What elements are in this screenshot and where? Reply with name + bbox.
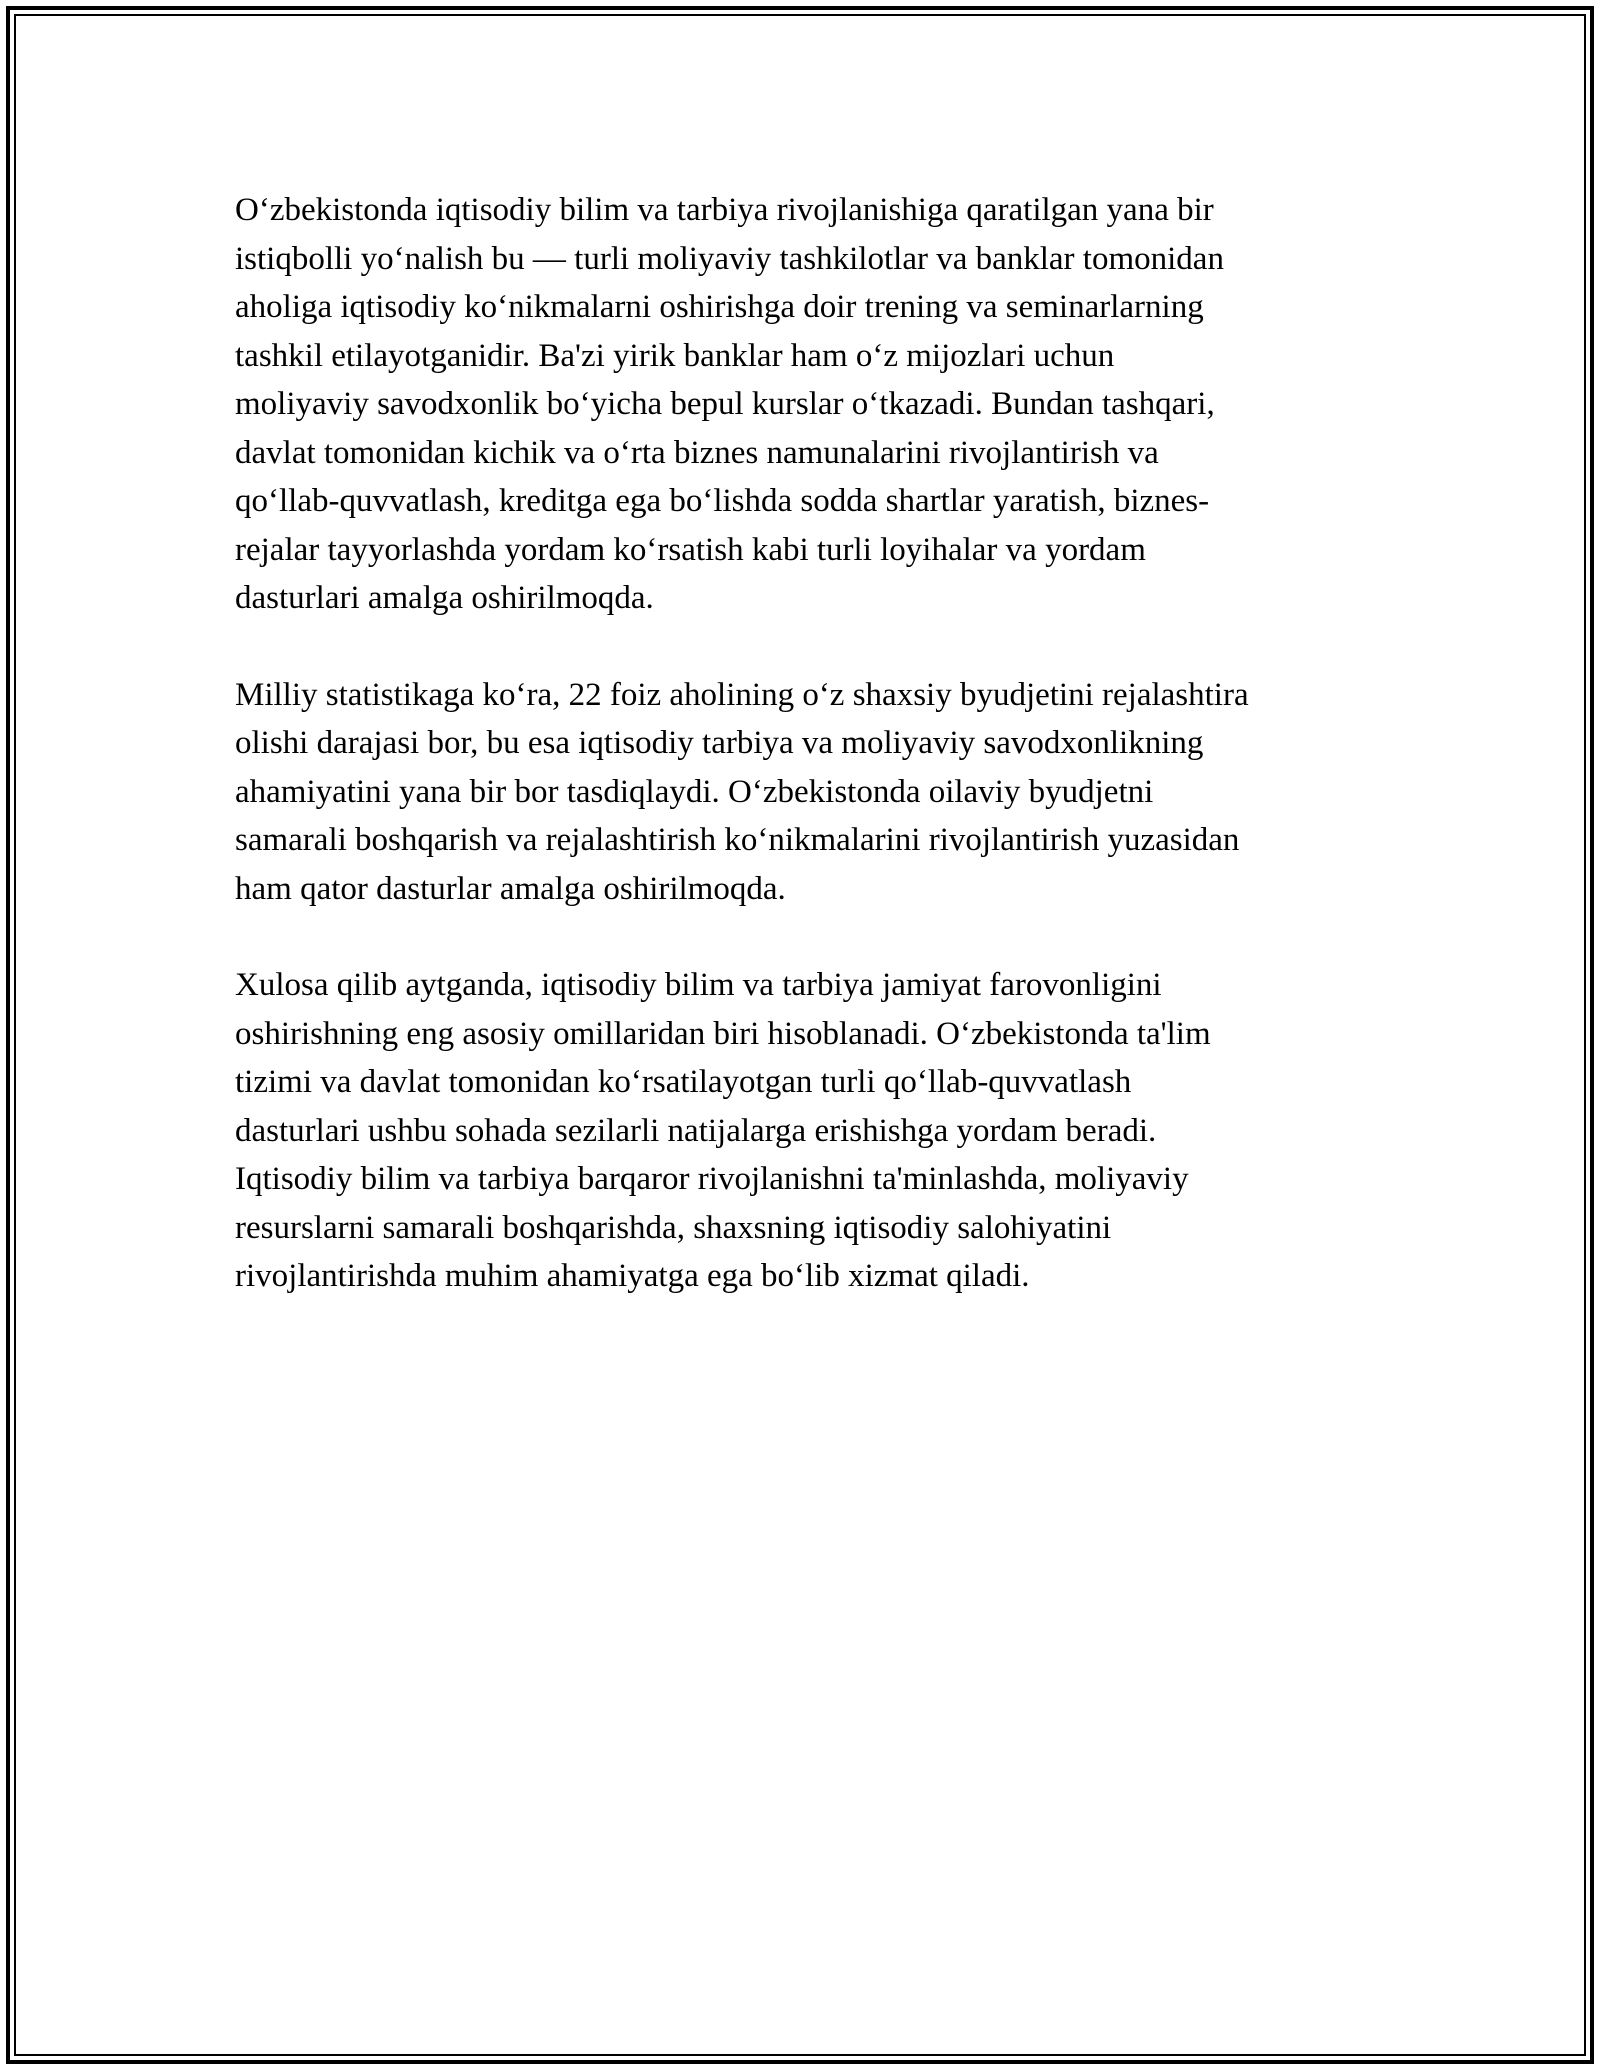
paragraph-1: O‘zbekistonda iqtisodiy bilim va tarbiya rivojlanishiga qaratilgan yana bir istiqbolli yo‘nalish bu — turli moliyaviy tashkilotlar va banklar tomonidan aholiga iqtisodiy ko‘nikmalarni oshirishga doir trening va seminarlarning tashkil etilayotganidir. Ba'zi yirik banklar ham o‘z mijozlari uchun moliyaviy savodxonlik bo‘yicha bepul kurslar o‘tkazadi. Bundan tashqari, davlat tomonidan kichik va o‘rta biznes namunalarini rivojlantirish va qo‘llab-quvvatlash, kreditga ega bo‘lishda sodda shartlar yaratish, biznes- rejalar tayyorlashda yordam ko‘rsatish kabi turli loyihalar va yordam dasturlari amalga oshirilmoqda.: [235, 192, 1224, 616]
document-body: [235, 186, 1365, 1349]
paragraph-3: Xulosa qilib aytganda, iqtisodiy bilim va tarbiya jamiyat farovonligini oshirishning eng asosiy omillaridan biri hisoblanadi. O‘zbekistonda ta'lim tizimi va davlat tomonidan ko‘rsatilayotgan turli qo‘llab-quvvatlash dasturlari ushbu sohada sezilarli natijalarga erishishga yordam beradi. Iqtisodiy bilim va tarbiya barqaror rivojlanishni ta'minlashda, moliyaviy resurslarni samarali boshqarishda, shaxsning iqtisodiy salohiyatini rivojlantirishda muhim ahamiyatga ega bo‘lib xizmat qiladi.: [235, 967, 1211, 1294]
paragraph-2: Milliy statistikaga ko‘ra, 22 foiz aholining o‘z shaxsiy byudjetini rejalashtira olishi darajasi bor, bu esa iqtisodiy tarbiya va moliyaviy savodxonlikning ahamiyatini yana bir bor tasdiqlaydi. O‘zbekistonda oilaviy byudjetni samarali boshqarish va rejalashtirish ko‘nikmalarini rivojlantirish yuzasidan ham qator dasturlar amalga oshirilmoqda.: [235, 676, 1249, 907]
